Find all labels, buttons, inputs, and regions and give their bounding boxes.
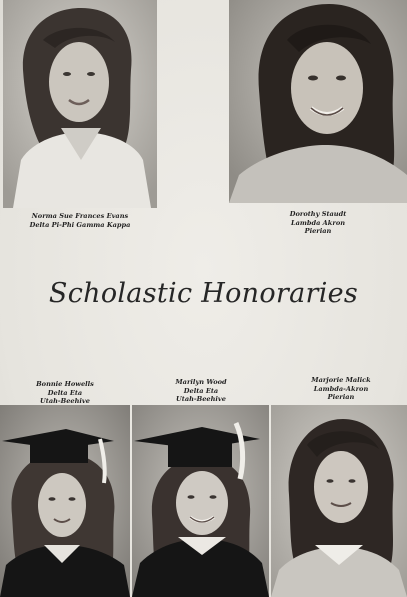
caption-marjorie-malick — [275, 376, 407, 402]
person-name: Marilyn Wood — [175, 378, 227, 386]
portrait-image — [271, 405, 407, 597]
person-affiliation: Delta Eta — [47, 388, 83, 397]
caption-norma-evans — [0, 212, 160, 229]
caption-marilyn-wood — [136, 378, 266, 404]
portrait-photo-marilyn-wood — [132, 405, 269, 597]
person-name: Bonnie Howells — [36, 380, 94, 388]
caption-dorothy-staudt — [229, 210, 407, 236]
page-title: Scholastic Honoraries — [48, 278, 359, 309]
portrait-image — [132, 405, 269, 597]
person-affiliation-2: Pierian — [327, 393, 355, 402]
portrait-image — [229, 0, 407, 203]
person-affiliation-2: Utah-Beehive — [176, 395, 226, 404]
person-affiliation: Delta Eta — [183, 386, 219, 395]
person-affiliation-2: Utah-Beehive — [40, 397, 90, 406]
portrait-photo-dorothy-staudt — [229, 0, 407, 203]
portrait-photo-marjorie-malick — [271, 405, 407, 597]
person-affiliation: Delta Pi-Phi Gamma Kappa — [29, 220, 131, 229]
portrait-image — [0, 405, 130, 597]
person-name: Dorothy Staudt — [289, 210, 347, 218]
portrait-image — [3, 0, 157, 208]
person-affiliation: Lambda Akron — [290, 218, 346, 227]
person-name: Norma Sue Frances Evans — [31, 212, 129, 220]
person-affiliation-2: Pierian — [304, 227, 332, 236]
portrait-photo-norma-evans — [3, 0, 157, 208]
person-affiliation: Lambda-Akron — [313, 384, 369, 393]
person-name: Marjorie Malick — [311, 376, 371, 384]
portrait-photo-bonnie-howells — [0, 405, 130, 597]
caption-bonnie-howells — [0, 380, 130, 406]
